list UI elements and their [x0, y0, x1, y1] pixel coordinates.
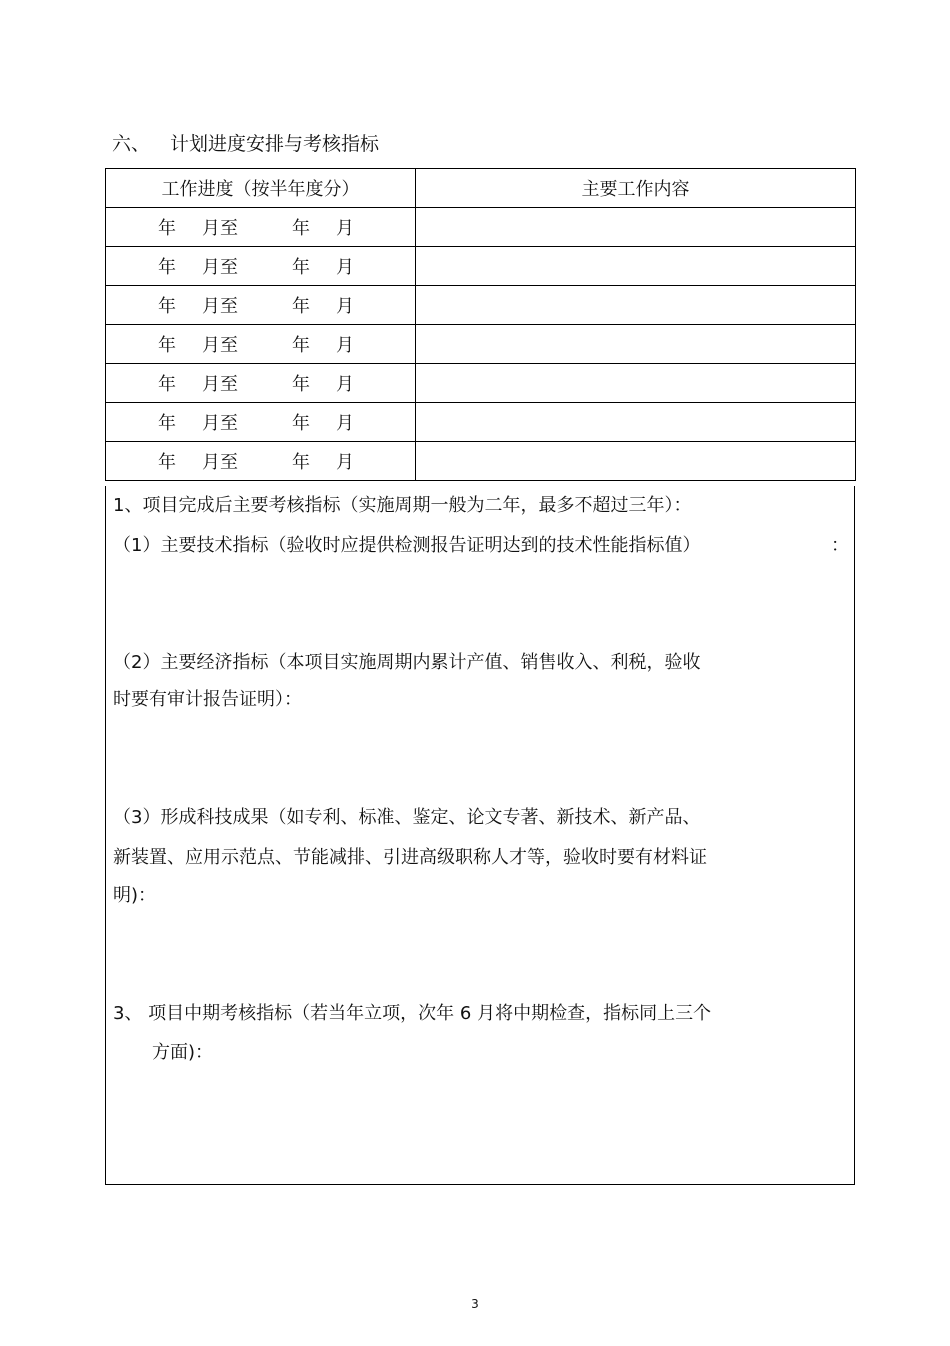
end-year-label: 年 [292, 257, 310, 278]
schedule-row [106, 364, 856, 403]
header-work-progress: 工作进度（按半年度分） [106, 169, 416, 208]
schedule-row [106, 325, 856, 364]
work-content-cell[interactable] [416, 364, 856, 403]
achievements-line1: （3）形成科技成果（如专利、标准、鉴定、论文专著、新技术、新产品、 [113, 807, 701, 828]
period-cell[interactable] [106, 247, 416, 286]
end-year-label: 年 [292, 335, 310, 356]
start-year-label: 年 [158, 413, 176, 434]
end-month-label: 月 [336, 413, 354, 434]
schedule-table [105, 168, 856, 481]
end-month-label: 月 [336, 218, 354, 239]
end-year-label: 年 [292, 413, 310, 434]
economic-indicators-line1: （2）主要经济指标（本项目实施周期内累计产值、销售收入、利税，验收 [113, 652, 701, 673]
start-month-label: 月至 [202, 335, 238, 356]
period-cell[interactable] [106, 286, 416, 325]
period-cell[interactable] [106, 325, 416, 364]
achievements-line3: 明)： [113, 885, 157, 906]
work-content-cell[interactable] [416, 247, 856, 286]
end-year-label: 年 [292, 296, 310, 317]
start-year-label: 年 [158, 257, 176, 278]
indicators-section[interactable] [105, 486, 855, 1185]
start-month-label: 月至 [202, 296, 238, 317]
work-content-cell[interactable] [416, 442, 856, 481]
end-month-label: 月 [336, 374, 354, 395]
end-year-label: 年 [292, 374, 310, 395]
start-year-label: 年 [158, 296, 176, 317]
period-cell[interactable] [106, 403, 416, 442]
start-year-label: 年 [158, 218, 176, 239]
economic-indicators-line2: 时要有审计报告证明）： [113, 689, 302, 710]
period-cell[interactable] [106, 442, 416, 481]
period-cell[interactable] [106, 208, 416, 247]
start-year-label: 年 [158, 335, 176, 356]
tech-indicators-colon: ： [831, 535, 849, 556]
achievements-line2: 新装置、应用示范点、节能减排、引进高级职称人才等，验收时要有材料证 [113, 847, 707, 868]
end-month-label: 月 [336, 296, 354, 317]
tech-indicators-label: （1）主要技术指标（验收时应提供检测报告证明达到的技术性能指标值） [113, 535, 701, 556]
period-cell[interactable] [106, 364, 416, 403]
schedule-row [106, 208, 856, 247]
start-year-label: 年 [158, 374, 176, 395]
page-number: 3 [471, 1297, 479, 1311]
midterm-indicators-line2: 方面)： [152, 1042, 214, 1063]
work-content-cell[interactable] [416, 403, 856, 442]
section-title: 计划进度安排与考核指标 [170, 133, 380, 155]
start-month-label: 月至 [202, 452, 238, 473]
schedule-row [106, 403, 856, 442]
section-heading [112, 131, 379, 157]
schedule-row [106, 247, 856, 286]
end-month-label: 月 [336, 335, 354, 356]
start-month-label: 月至 [202, 257, 238, 278]
schedule-header-row [106, 169, 856, 208]
schedule-row [106, 442, 856, 481]
work-content-cell[interactable] [416, 325, 856, 364]
midterm-indicators-line1: 3、 项目中期考核指标（若当年立项，次年 6 月将中期检查，指标同上三个 [113, 1003, 712, 1024]
start-month-label: 月至 [202, 218, 238, 239]
start-month-label: 月至 [202, 374, 238, 395]
section-number: 六、 [112, 133, 151, 155]
end-year-label: 年 [292, 452, 310, 473]
start-month-label: 月至 [202, 413, 238, 434]
work-content-cell[interactable] [416, 208, 856, 247]
start-year-label: 年 [158, 452, 176, 473]
indicators-heading: 1、项目完成后主要考核指标（实施周期一般为二年，最多不超过三年）： [113, 495, 692, 516]
end-month-label: 月 [336, 257, 354, 278]
end-year-label: 年 [292, 218, 310, 239]
end-month-label: 月 [336, 452, 354, 473]
header-main-content: 主要工作内容 [416, 169, 856, 208]
work-content-cell[interactable] [416, 286, 856, 325]
schedule-row [106, 286, 856, 325]
